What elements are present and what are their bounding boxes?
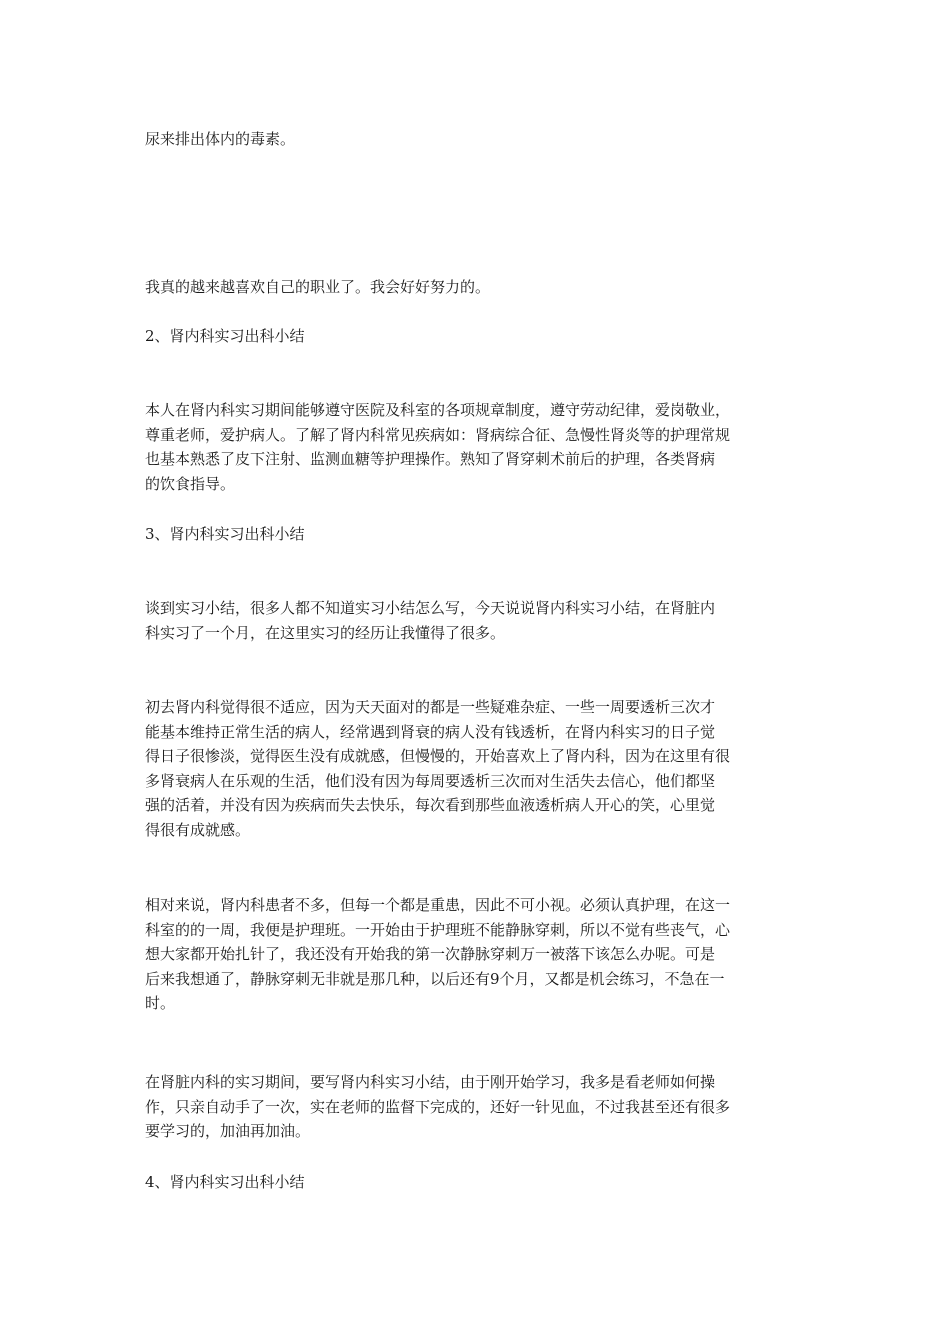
text-line: 想大家都开始扎针了，我还没有开始我的第一次静脉穿刺万一被落下该怎么办呢。可是 — [145, 945, 716, 963]
text-line: 能基本维持正常生活的病人，经常遇到肾衰的病人没有钱透析，在肾内科实习的日子觉 — [145, 722, 716, 741]
text-line: 在肾脏内科的实习期间，要写肾内科实习小结，由于刚开始学习，我多是看老师如何操 — [145, 1073, 716, 1091]
section-heading-2 — [145, 324, 810, 349]
text-line: 后来我想通了，静脉穿刺无非就是那几种，以后还有9个月，又都是机会练习，不急在一 — [145, 969, 725, 988]
text-line: 作，只亲自动手了一次，实在老师的监督下完成的，还好一针见血，不过我甚至还有很多 — [145, 1097, 731, 1116]
paragraph-3 — [145, 398, 810, 496]
text-line: 要学习的，加油再加油。 — [145, 1122, 311, 1140]
paragraph-1 — [145, 127, 810, 152]
paragraph-7 — [145, 1070, 810, 1144]
text-line: 初去肾内科觉得很不适应，因为天天面对的都是一些疑难杂症、一些一周要透析三次才 — [145, 698, 716, 716]
section-heading-3 — [145, 522, 810, 547]
paragraph-2 — [145, 275, 810, 300]
text-line: 科实习了一个月，在这里实习的经历让我懂得了很多。 — [145, 623, 506, 642]
paragraph-4 — [145, 596, 810, 645]
text-line: 我真的越来越喜欢自己的职业了。我会好好努力的。 — [145, 278, 491, 296]
text-line: 尊重老师，爱护病人。了解了肾内科常见疾病如：肾病综合征、急慢性肾炎等的护理常规 — [145, 425, 731, 444]
text-line: 的饮食指导。 — [145, 474, 236, 493]
text-line: 相对来说，肾内科患者不多，但每一个都是重患，因此不可小视。必须认真护理，在这一 — [145, 896, 731, 914]
text-line: 得很有成就感。 — [145, 820, 251, 839]
paragraph-5 — [145, 695, 810, 842]
heading-text: 2、肾内科实习出科小结 — [145, 327, 305, 345]
text-line: 尿来排出体内的毒素。 — [145, 130, 296, 148]
heading-text: 3、肾内科实习出科小结 — [145, 525, 305, 543]
text-line: 谈到实习小结，很多人都不知道实习小结怎么写，今天说说肾内科实习小结，在肾脏内 — [145, 599, 716, 617]
section-heading-4 — [145, 1170, 810, 1195]
paragraph-6 — [145, 893, 810, 1016]
text-line: 得日子很惨淡，觉得医生没有成就感，但慢慢的，开始喜欢上了肾内科，因为在这里有很 — [145, 747, 731, 765]
heading-text: 4、肾内科实习出科小结 — [145, 1173, 305, 1191]
text-line: 多肾衰病人在乐观的生活，他们没有因为每周要透析三次而对生活失去信心，他们都坚 — [145, 771, 716, 790]
text-line: 本人在肾内科实习期间能够遵守医院及科室的各项规章制度，遵守劳动纪律，爱岗敬业， — [145, 401, 731, 419]
text-line: 科室的的一周，我便是护理班。一开始由于护理班不能静脉穿刺，所以不觉有些丧气，心 — [145, 920, 731, 939]
text-line: 强的活着，并没有因为疾病而失去快乐，每次看到那些血液透析病人开心的笑，心里觉 — [145, 796, 716, 814]
text-line: 也基本熟悉了皮下注射、监测血糖等护理操作。熟知了肾穿刺术前后的护理，各类肾病 — [145, 450, 716, 468]
text-line: 时。 — [145, 994, 176, 1012]
